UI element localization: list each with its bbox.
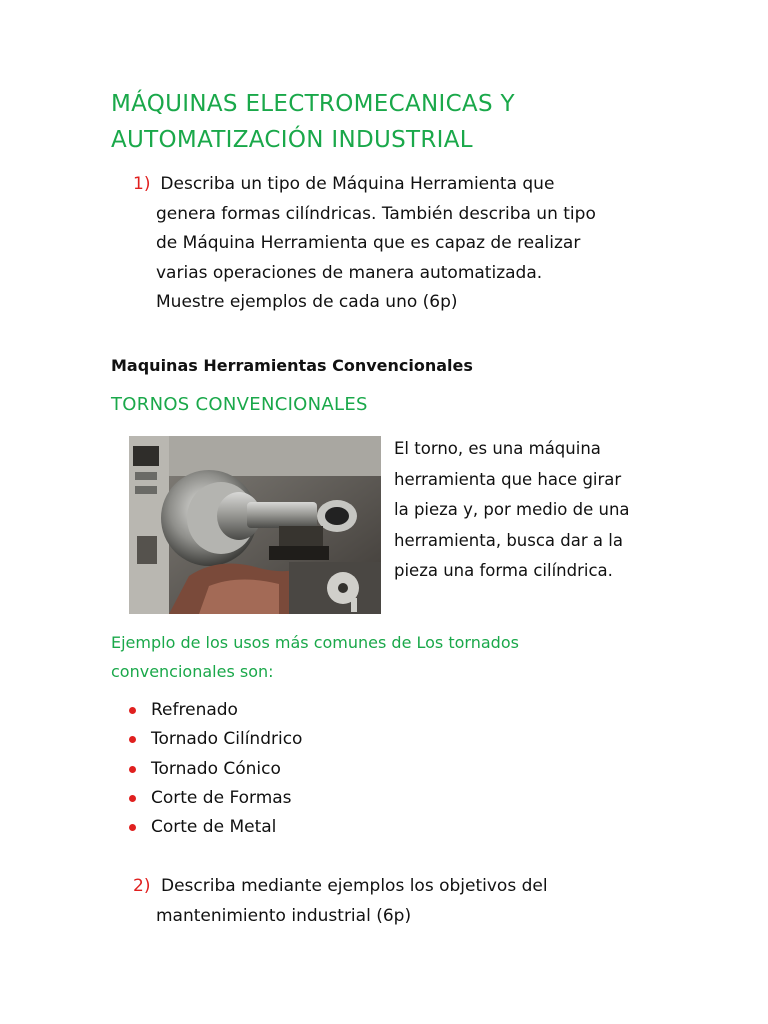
document-title	[111, 86, 671, 158]
question-1-number: 1)	[133, 174, 151, 194]
lathe-description-line-4: herramienta, busca dar a la	[394, 530, 623, 550]
question-1-text-3: de Máquina Herramienta que es capaz de realizar	[156, 233, 581, 253]
list-item	[129, 784, 302, 813]
question-2-number: 2)	[133, 876, 151, 896]
question-1	[133, 170, 693, 318]
title-line-2: AUTOMATIZACIÓN INDUSTRIAL	[111, 127, 473, 153]
list-item	[129, 755, 302, 784]
uses-list	[129, 696, 302, 842]
bullet-icon	[129, 736, 136, 743]
section-heading: TORNOS CONVENCIONALES	[111, 394, 368, 415]
question-1-line	[133, 170, 693, 200]
examples-intro	[111, 628, 671, 686]
bullet-icon	[129, 824, 136, 831]
bullet-icon	[129, 795, 136, 802]
question-2-line	[133, 871, 693, 901]
question-1-text-2: genera formas cilíndricas. También describa un tipo	[156, 203, 596, 224]
examples-intro-line-2: convencionales son:	[111, 662, 274, 681]
question-2-text-1: Describa mediante ejemplos los objetivos del	[161, 876, 548, 896]
list-item-label: Tornado Cónico	[151, 758, 281, 779]
question-2-text-2: mantenimiento industrial (6p)	[156, 906, 412, 926]
question-1-text-5: Muestre ejemplos de cada uno (6p)	[156, 292, 458, 312]
lathe-description-line-3: la pieza y, por medio de una	[394, 500, 630, 519]
lathe-description-line-2: herramienta que hace girar	[394, 469, 622, 489]
list-item-label: Corte de Formas	[151, 787, 292, 808]
question-1-text-1: Describa un tipo de Máquina Herramienta que	[160, 174, 555, 194]
bullet-icon	[129, 766, 136, 773]
examples-intro-line-1: Ejemplo de los usos más comunes de Los tornados	[111, 633, 519, 652]
lathe-description-line-5: pieza una forma cilíndrica.	[394, 561, 613, 580]
lathe-photo	[129, 436, 381, 614]
bullet-icon	[129, 707, 136, 714]
list-item	[129, 696, 302, 725]
lathe-description	[394, 434, 694, 587]
list-item-label: Tornado Cilíndrico	[151, 729, 303, 750]
list-item-label: Corte de Metal	[151, 817, 277, 838]
question-2	[133, 871, 693, 931]
list-item-label: Refrenado	[151, 700, 238, 720]
question-1-text-4: varias operaciones de manera automatizada.	[156, 262, 543, 283]
list-item	[129, 725, 302, 754]
title-line-1: MÁQUINAS ELECTROMECANICAS Y	[111, 91, 515, 117]
subheading: Maquinas Herramientas Convencionales	[111, 356, 473, 375]
list-item	[129, 813, 302, 842]
lathe-description-line-1: El torno, es una máquina	[394, 439, 601, 458]
